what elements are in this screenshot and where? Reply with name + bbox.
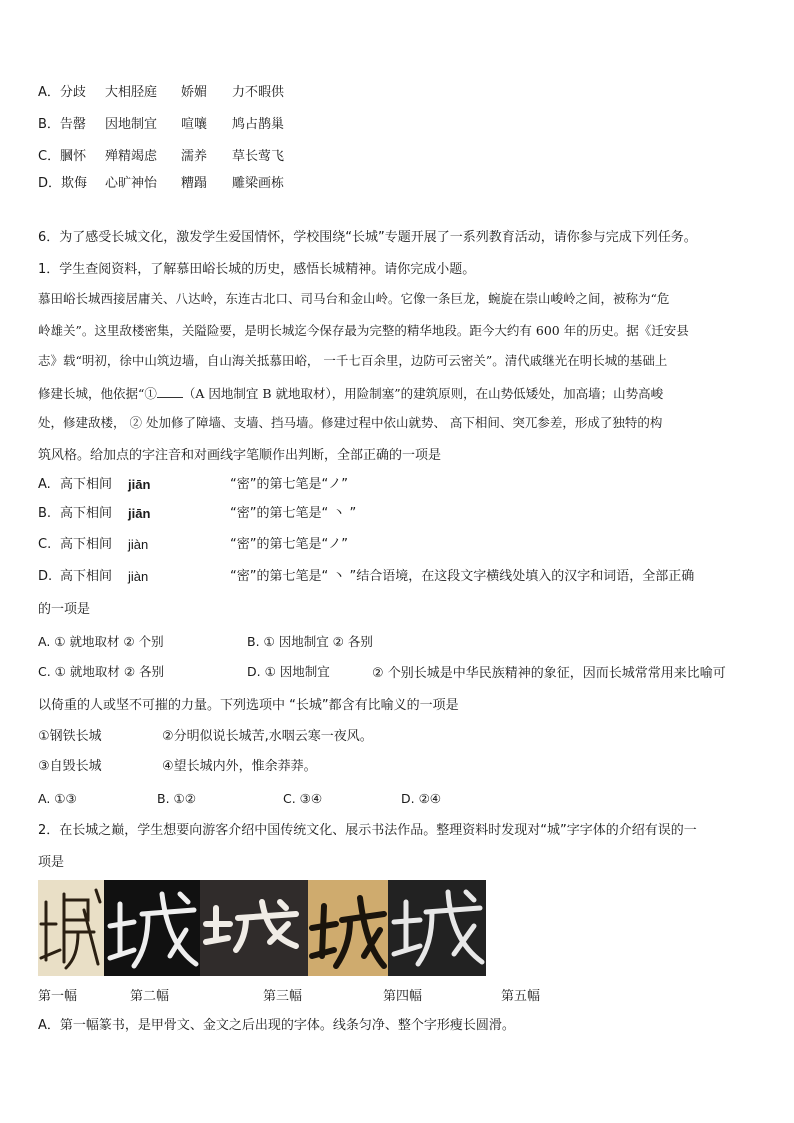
choice-a: A. ① 就地取材 ② 个别 (38, 634, 164, 649)
option-word: 濡养 (181, 149, 208, 164)
choice-word: 高下相间 (60, 506, 113, 521)
option-word: 鸠占鹊巢 (232, 117, 285, 132)
passage-line: 处，修建敌楼， ② 处加修了障墙、支墙、挡马墙。修建过程中依山就势、 高下相间、突兀参差，形成了独特的构 (38, 415, 663, 430)
choice-word: 高下相间 (60, 477, 113, 492)
option-word: 力不暇供 (232, 85, 285, 100)
choice-letter: A. (38, 477, 51, 492)
caption-2: 第二幅 (130, 989, 170, 1004)
choice-a: A. ①③ (38, 791, 77, 806)
choice-letter: D. (38, 569, 53, 584)
passage-line: 筑风格。给加点的字注音和对画线字笔顺作出判断，全部正确的一项是 (38, 448, 442, 463)
option-letter: C． (38, 149, 61, 164)
choice-c: C. ③④ (283, 791, 323, 806)
choice-word: 高下相间 (60, 569, 113, 584)
option-word: 因地制宜 (105, 117, 158, 132)
option-letter: D． (38, 176, 62, 191)
question-text: 的一项是 (38, 602, 91, 617)
passage-line: 修建长城，他依据“① （A 因地制宜 B 就地取材），用险制塞”的建筑原则，在山势低矮处，加高墙；山势高峻 (38, 386, 664, 401)
option-word: 大相胫庭 (105, 85, 158, 100)
choice-b: B. ① 因地制宜 ② 各别 (247, 634, 373, 649)
option-word: 喧嚷 (181, 117, 208, 132)
calligraphy-image-2 (104, 880, 200, 976)
calligraphy-image-3 (200, 880, 308, 976)
caption-4: 第四幅 (383, 989, 423, 1004)
choice-d: D. ① 因地制宜 (247, 664, 330, 679)
choice-pinyin: jiān (128, 506, 151, 521)
answer-option-a: A．第一幅篆书，是甲骨文、金文之后出现的字体。线条匀净、整个字形瘦长圆滑。 (38, 1018, 515, 1033)
option-word: 草长莺飞 (232, 149, 285, 164)
option-letter: B． (38, 117, 60, 132)
option-word: 告罄 (59, 117, 86, 132)
calligraphy-image-5 (388, 880, 486, 976)
question-text: ② 个别长城是中华民族精神的象征，因而长城常常用来比喻可 (372, 666, 726, 681)
choice-pinyin: jiàn (128, 569, 149, 584)
option-letter: A． (38, 85, 60, 100)
blank-1 (157, 386, 183, 398)
option-word: 分歧 (59, 85, 86, 100)
option-word: 欺侮 (61, 176, 88, 191)
question-text: 以倚重的人或坚不可摧的力量。下列选项中 “长城”都含有比喻义的一项是 (38, 698, 459, 713)
option-c-row (38, 150, 86, 163)
calligraphy-image-1 (38, 880, 104, 976)
subquestion-2-title-cont: 项是 (38, 855, 65, 870)
choice-c: C. ① 就地取材 ② 各别 (38, 664, 165, 679)
choice-pinyin: jiàn (128, 537, 149, 552)
item-3: ③自毁长城 (38, 759, 102, 774)
option-b-row (38, 118, 86, 131)
caption-3: 第三幅 (263, 989, 303, 1004)
option-word: 心旷神怡 (105, 176, 158, 191)
choice-stroke: “密”的第七笔是“ノ” (230, 477, 348, 492)
item-2: ②分明似说长城苦,水咽云寒一夜风。 (162, 729, 373, 744)
choice-pinyin: jiān (128, 477, 151, 492)
passage-line: 志》载“明初，徐中山筑边墙，自山海关抵慕田峪， 一千七百余里，边防可云密关”。清代戚继光在明长城的基础上 (38, 353, 668, 368)
option-word: 雕梁画栋 (232, 176, 285, 191)
item-4: ④望长城内外，惟余莽莽。 (162, 759, 317, 774)
passage-line: 慕田峪长城西接居庸关、八达岭，东连古北口、司马台和金山岭。它像一条巨龙，蜿旋在崇山峻岭之间，被称为“危 (38, 291, 670, 306)
option-word: 殚精竭虑 (105, 149, 158, 164)
choice-stroke: “密”的第七笔是“ 丶 ”结合语境，在这段文字横线处填入的汉字和词语，全部正确 (230, 569, 695, 584)
question-6-intro: 6．为了感受长城文化，激发学生爱国情怀，学校围绕“长城”专题开展了一系列教育活动，请你参与完成下列任务。 (38, 230, 697, 245)
subquestion-2-title: 2．在长城之巅，学生想要向游客介绍中国传统文化、展示书法作品。整理资料时发现对“城”字字体的介绍有误的一 (38, 823, 697, 838)
caption-1: 第一幅 (38, 989, 78, 1004)
caption-5: 第五幅 (501, 989, 541, 1004)
option-a-row (38, 86, 86, 99)
option-word: 娇媚 (181, 85, 208, 100)
choice-word: 高下相间 (60, 537, 113, 552)
choice-letter: C. (38, 537, 52, 552)
option-word: 膕怀 (60, 149, 87, 164)
option-d-row (38, 177, 87, 190)
passage-line: 岭雄关”。这里敌楼密集，关隘险要，是明长城迄今保存最为完整的精华地段。距今大约有 600 年的历史。据《迁安县 (38, 323, 689, 338)
calligraphy-image-4 (308, 880, 388, 976)
option-word: 糟蹋 (181, 176, 208, 191)
choice-d: D. ②④ (401, 791, 441, 806)
item-1: ①钢铁长城 (38, 729, 102, 744)
choice-stroke: “密”的第七笔是“ノ” (230, 537, 348, 552)
choice-stroke: “密”的第七笔是“ 丶 ” (230, 506, 357, 521)
subquestion-1-title: 1．学生查阅资料，了解慕田峪长城的历史，感悟长城精神。请你完成小题。 (38, 262, 476, 277)
choice-b: B. ①② (157, 791, 196, 806)
choice-letter: B. (38, 506, 52, 521)
